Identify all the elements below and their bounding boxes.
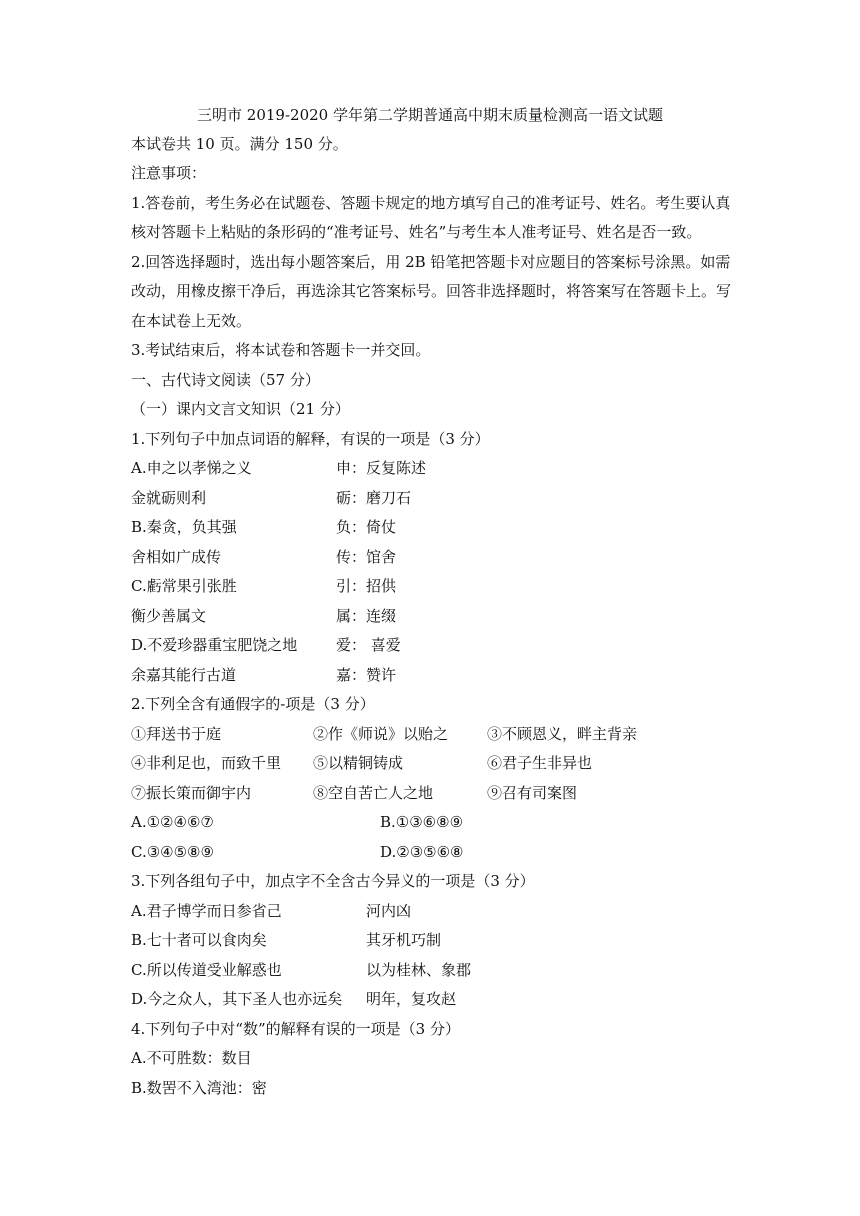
section-heading: 一、古代诗文阅读（57 分） xyxy=(131,371,320,389)
notice-line: 在本试卷上无效。 xyxy=(131,312,252,330)
q2-item: ⑥君子生非异也 xyxy=(487,754,593,772)
intro-text: 本试卷共 10 页。满分 150 分。 xyxy=(131,135,348,153)
question-4-stem: 4.下列句子中对“数”的解释有误的一项是（3 分） xyxy=(131,1020,460,1038)
q1-explanation: 传：馆舍 xyxy=(336,548,397,566)
q1-explanation: 申：反复陈述 xyxy=(336,459,427,477)
q1-sentence: 余嘉其能行古道 xyxy=(131,666,237,684)
q1-sentence: 舍相如广成传 xyxy=(131,548,222,566)
q1-explanation: 嘉：赞许 xyxy=(336,666,397,684)
notice-line: 2.回答选择题时，选出每小题答案后，用 2B 铅笔把答题卡对应题目的答案标号涂黑。如需 xyxy=(131,253,731,271)
q2-item: ②作《师说》以贻之 xyxy=(313,725,449,743)
q3-sentence: C.所以传道受业解惑也 xyxy=(131,961,282,979)
q2-item: ⑨召有司案图 xyxy=(487,784,578,802)
q1-sentence: 衡少善属文 xyxy=(131,607,207,625)
q2-item: ③不顾恩义，畔主背亲 xyxy=(487,725,638,743)
q2-option: C.③④⑤⑧⑨ xyxy=(131,843,214,861)
question-2-stem: 2.下列全含有通假字的-项是（3 分） xyxy=(131,695,375,713)
q1-explanation: 爱： 喜爱 xyxy=(336,636,401,654)
question-3-stem: 3.下列各组句子中，加点字不全含古今异义的一项是（3 分） xyxy=(131,872,535,890)
q2-item: ④非利足也，而致千里 xyxy=(131,754,282,772)
q3-sentence: D.今之众人，其下圣人也亦远矣 xyxy=(131,990,343,1008)
q3-sentence-pair: 以为桂林、象郡 xyxy=(366,961,472,979)
q2-option: B.①③⑥⑧⑨ xyxy=(380,813,464,831)
notice-line: 核对答题卡上粘贴的条形码的“准考证号、姓名”与考生本人准考证号、姓名是否一致。 xyxy=(131,223,702,241)
q1-explanation: 砺：磨刀石 xyxy=(336,489,412,507)
q4-option: B.数罟不入湾池：密 xyxy=(131,1079,267,1097)
q3-sentence-pair: 其牙机巧制 xyxy=(366,931,442,949)
q2-item: ①拜送书于庭 xyxy=(131,725,222,743)
q1-sentence: A.申之以孝悌之义 xyxy=(131,459,252,477)
q3-sentence-pair: 河内凶 xyxy=(366,902,412,920)
q2-option: A.①②④⑥⑦ xyxy=(131,813,214,831)
notice-heading: 注意事项： xyxy=(131,164,207,182)
notice-line: 3.考试结束后，将本试卷和答题卡一并交回。 xyxy=(131,341,431,359)
q1-explanation: 引：招供 xyxy=(336,577,397,595)
notice-line: 改动，用橡皮擦干净后，再选涂其它答案标号。回答非选择题时，将答案写在答题卡上。写 xyxy=(131,282,732,300)
q1-sentence: B.秦贪，负其强 xyxy=(131,518,237,536)
q1-explanation: 负：倚仗 xyxy=(336,518,397,536)
q3-sentence: A.君子博学而日参省己 xyxy=(131,902,282,920)
q1-sentence: 金就砺则利 xyxy=(131,489,207,507)
q2-item: ⑧空自苦亡人之地 xyxy=(313,784,434,802)
q1-sentence: C.虧常果引张胜 xyxy=(131,577,237,595)
q2-item: ⑤以精铜铸成 xyxy=(313,754,404,772)
q2-option: D.②③⑤⑥⑧ xyxy=(380,843,464,861)
q3-sentence-pair: 明年，复攻赵 xyxy=(366,990,457,1008)
q1-sentence: D.不爱珍器重宝肥饶之地 xyxy=(131,636,298,654)
q4-option: A.不可胜数：数目 xyxy=(131,1049,252,1067)
notice-line: 1.答卷前，考生务必在试题卷、答题卡规定的地方填写自己的准考证号、姓名。考生要认真 xyxy=(131,194,731,212)
q3-sentence: B.七十者可以食肉矣 xyxy=(131,931,267,949)
question-1-stem: 1.下列句子中加点词语的解释，有误的一项是（3 分） xyxy=(131,430,490,448)
exam-title: 三明市 2019-2020 学年第二学期普通高中期末质量检测高一语文试题 xyxy=(197,106,663,124)
subsection-heading: （一）课内文言文知识（21 分） xyxy=(131,400,350,418)
q1-explanation: 属：连缀 xyxy=(336,607,397,625)
q2-item: ⑦振长策而御宇内 xyxy=(131,784,252,802)
